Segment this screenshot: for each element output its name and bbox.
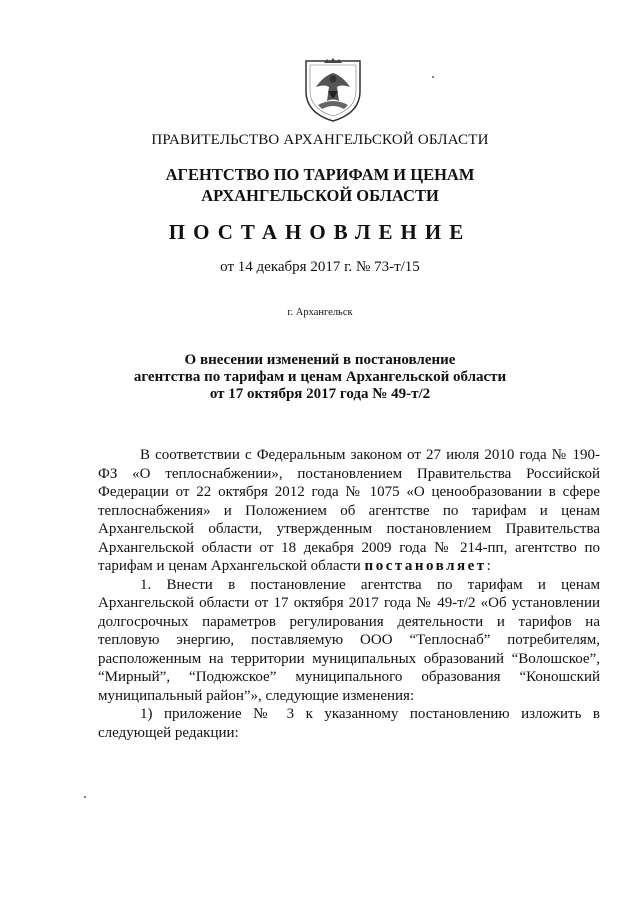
agency-name — [0, 164, 640, 206]
document-date-number: от 14 декабря 2017 г. № 73-т/15 — [220, 259, 420, 275]
subject-line-1: О внесении изменений в постановление — [184, 352, 456, 368]
scan-speck — [432, 76, 434, 78]
agency-name-line-2: АРХАНГЕЛЬСКОЙ ОБЛАСТИ — [201, 186, 439, 205]
body-paragraph-preamble — [98, 446, 600, 576]
body-paragraph-subitem-1: 1) приложение № 3 к указанному постановлению изложить в следующей редакции: — [98, 706, 600, 741]
preamble-end: : — [486, 558, 491, 574]
document-type-title: ПОСТАНОВЛЕНИЕ — [168, 220, 472, 244]
government-name: ПРАВИТЕЛЬСТВО АРХАНГЕЛЬСКОЙ ОБЛАСТИ — [151, 132, 489, 148]
preamble-text: В соответствии с Федеральным законом от 27 июля 2010 года № 190-ФЗ «О теплоснабжении», постановлением Правительства Российской Федерации от 22 октября 2012 года № 1075 «О ценообразовании в сфере теплоснабжения» и Положением об агентстве по тарифам и ценам Архангельской области, утвержденным постановлением Правительства Архангельской области от 18 декабря 2009 года № 214-пп, агентство по тарифам и ценам Архангельской области — [98, 447, 600, 574]
resolves-keyword: постановляет — [364, 558, 487, 574]
subject-line-2: агентства по тарифам и ценам Архангельской области — [133, 369, 507, 385]
subject-line-3: от 17 октября 2017 года № 49-т/2 — [209, 386, 431, 402]
document-city: г. Архангельск — [287, 307, 353, 318]
document-body — [98, 446, 600, 742]
document-subject — [0, 352, 640, 403]
scan-speck — [84, 796, 86, 798]
coat-of-arms-emblem — [298, 55, 368, 125]
body-paragraph-item-1: 1. Внести в постановление агентства по тарифам и ценам Архангельской области от 17 октября 2017 года № 49-т/2 «Об установлении долгосрочных параметров регулирования деятельности и тарифов на тепловую энергию, поставляемую ООО “Теплоснаб” потребителям, расположенным на территории муниципальных образований “Волошское”, “Мирный”, “Подюжское” муниципального образования “Коношский муниципальный район”», следующие изменения: — [98, 576, 600, 704]
agency-name-line-1: АГЕНТСТВО ПО ТАРИФАМ И ЦЕНАМ — [165, 165, 475, 184]
